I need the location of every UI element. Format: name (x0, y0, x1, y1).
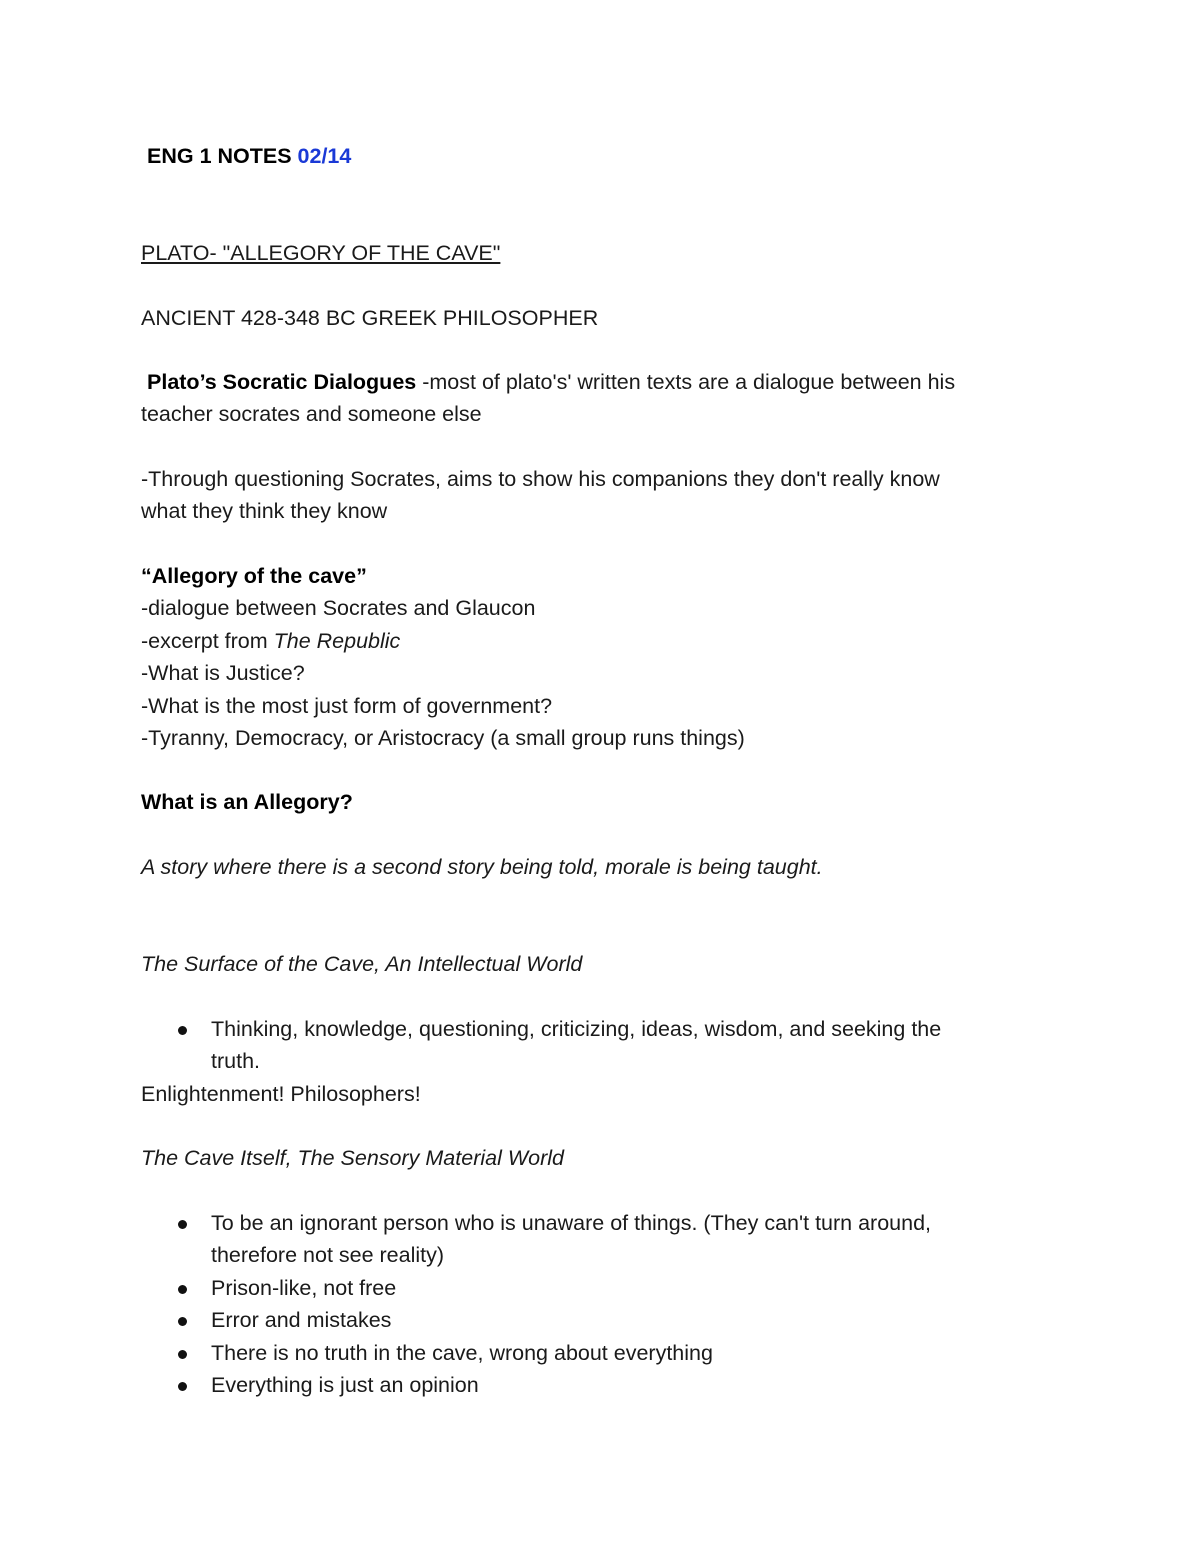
bullet-icon (178, 1317, 187, 1326)
cave-bullet-1-line-1: To be an ignorant person who is unaware of things. (They can't turn around, (211, 1211, 932, 1235)
surface-heading: The Surface of the Cave, An Intellectual World (141, 952, 583, 976)
allegory-item-2 (141, 625, 400, 657)
notes-date: 02/14 (297, 144, 352, 168)
surface-bullet-1-line-2: truth. (211, 1049, 260, 1073)
dialogues-definition-1: -most of plato's' written texts are a dialogue between his (422, 370, 956, 394)
questioning-line-2: what they think they know (141, 499, 388, 523)
bullet-icon (178, 1350, 187, 1359)
intro-line: ANCIENT 428-348 BC GREEK PHILOSOPHER (141, 306, 599, 330)
allegory-item-4: -What is the most just form of government? (141, 694, 553, 718)
bullet-icon (178, 1285, 187, 1294)
definition-answer: A story where there is a second story being told, morale is being taught. (141, 855, 823, 879)
cave-bullet-4: There is no truth in the cave, wrong about everything (211, 1341, 713, 1365)
cave-bullet-3: Error and mistakes (211, 1308, 392, 1332)
bullet-icon (178, 1220, 187, 1229)
allegory-heading: “Allegory of the cave” (141, 564, 367, 588)
bullet-icon (178, 1026, 187, 1035)
dialogues-line-1 (147, 366, 955, 398)
bullet-icon (178, 1382, 187, 1391)
dialogues-term: Plato’s Socratic Dialogues (147, 370, 417, 394)
allegory-item-5: -Tyranny, Democracy, or Aristocracy (a small group runs things) (141, 726, 745, 750)
allegory-item-1: -dialogue between Socrates and Glaucon (141, 596, 536, 620)
topic-title: PLATO- "ALLEGORY OF THE CAVE" (141, 241, 501, 265)
questioning-line-1: -Through questioning Socrates, aims to show his companions they don't really know (141, 467, 940, 491)
surface-bullet-1-line-1: Thinking, knowledge, questioning, criticizing, ideas, wisdom, and seeking the (211, 1017, 942, 1041)
cave-heading: The Cave Itself, The Sensory Material World (141, 1146, 564, 1170)
dialogues-definition-2: teacher socrates and someone else (141, 402, 482, 426)
allegory-item-3: -What is Justice? (141, 661, 305, 685)
notes-title (147, 140, 351, 172)
cave-bullet-2: Prison-like, not free (211, 1276, 397, 1300)
surface-after: Enlightenment! Philosophers! (141, 1082, 421, 1106)
definition-heading: What is an Allegory? (141, 790, 353, 814)
cave-bullet-5: Everything is just an opinion (211, 1373, 479, 1397)
notes-title-text: ENG 1 NOTES (147, 144, 292, 168)
cave-bullet-1-line-2: therefore not see reality) (211, 1243, 445, 1267)
allegory-item-2-prefix: -excerpt from (141, 629, 274, 653)
republic-title: The Republic (273, 629, 401, 653)
